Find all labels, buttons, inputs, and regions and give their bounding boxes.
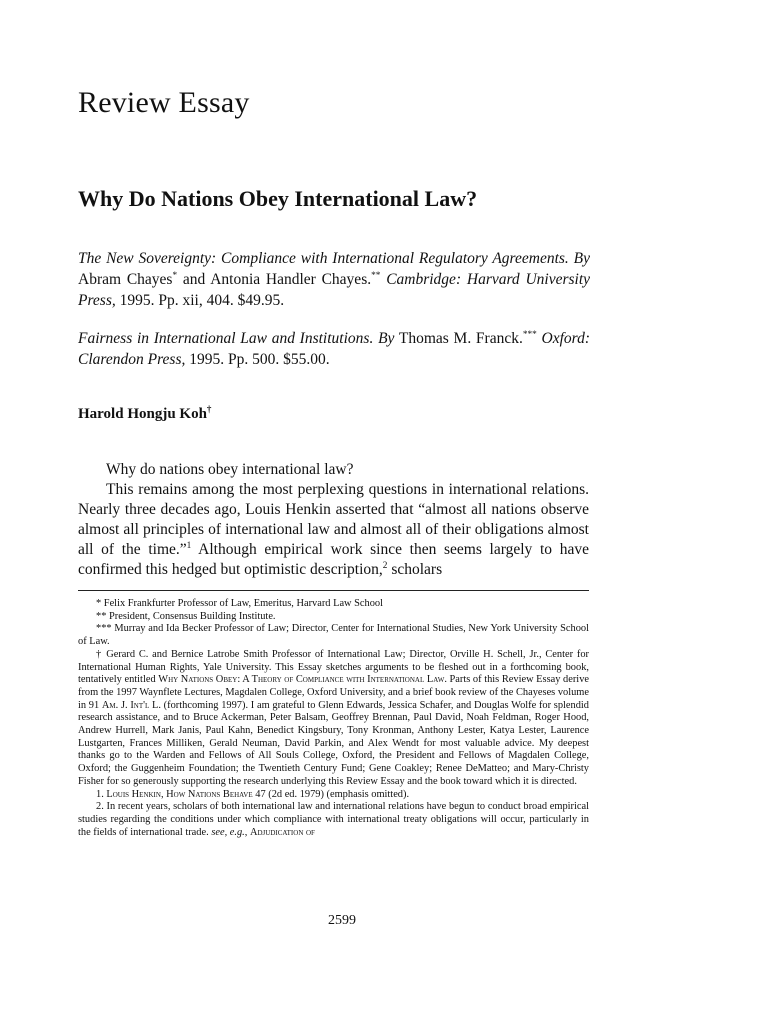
by-label: By xyxy=(573,250,590,267)
cited-title: Adjudication of xyxy=(249,826,315,838)
footnote-divider xyxy=(78,590,589,591)
page-number: 2599 xyxy=(328,913,356,928)
footnote-mark: ** xyxy=(371,270,381,281)
footnote-ref: 2 xyxy=(382,560,388,571)
book-author: Abram Chayes xyxy=(78,271,173,288)
essay-author xyxy=(78,406,211,423)
body-text xyxy=(78,460,589,580)
footnote-text: . Parts of this Review Essay derive from the 1997 Waynflete Lectures, Magdalen College, Oxford University, and a brief book review of the Chayeses volume in 91 xyxy=(78,674,590,711)
footnote: *** Murray and Ida Becker Professor of Law; Director, Center for International Studies, New York University School of Law. xyxy=(78,623,589,648)
footnote xyxy=(78,789,589,802)
footnote xyxy=(78,801,589,839)
footnote-mark: † xyxy=(206,404,212,414)
book-details: 1995. Pp. 500. $55.00. xyxy=(189,351,330,368)
paragraph-text: This remains among the most perplexing questions in international relations. Nearly three decades ago, Louis Henkin asserted that “almost all nations observe almost all principles of international law and almost all of their obligations almost all of the time.” xyxy=(78,481,589,558)
by-label: By xyxy=(378,330,395,347)
book-publisher: Oxford: Clarendon Press, xyxy=(78,330,591,368)
reviewed-book-1 xyxy=(78,248,590,311)
paragraph-text: Although empirical work since then seems largely to have confirmed this hedged but optimistic description, xyxy=(78,541,589,578)
footnote: * Felix Frankfurter Professor of Law, Emeritus, Harvard Law School xyxy=(96,598,384,609)
footnote xyxy=(78,649,589,789)
essay-title: Why Do Nations Obey International Law? xyxy=(78,186,478,211)
footnote-ref: 1 xyxy=(186,540,192,551)
footnote-text: 1. xyxy=(96,788,107,800)
footnote-text: 47 (2d ed. 1979) (emphasis omitted). xyxy=(252,788,410,800)
book-details: 1995. Pp. xii, 404. $49.95. xyxy=(119,292,285,309)
book-coauthor: and Antonia Handler Chayes. xyxy=(182,271,372,288)
footnotes xyxy=(78,598,589,839)
book-publisher: Cambridge: Harvard University Press, xyxy=(78,271,591,309)
book-author: Thomas M. Franck. xyxy=(398,330,523,347)
footnote-text: , xyxy=(244,826,250,838)
footnote-text: † Gerard C. and Bernice Latrobe Smith Professor of International Law; Director, Orville H. Schell, Jr., Center for International Human Rights, Yale University. This Essay sketches arguments to be fleshed out in a forthcoming book, tentatively entitled xyxy=(78,648,589,686)
footnote-text: 2. In recent years, scholars of both international law and international relations have begun to conduct broad empirical studies regarding the conditions under which compliance with international treaty obligations will occur, particularly in the fields of international trade. xyxy=(78,801,589,838)
cited-journal: Am. J. Int'l L. xyxy=(101,699,161,711)
paragraph xyxy=(78,480,589,580)
book-title: Fairness in International Law and Institutions. xyxy=(78,330,374,347)
paragraph: Why do nations obey international law? xyxy=(106,461,354,478)
signal-text: see, e.g. xyxy=(211,826,245,838)
cited-title: Why Nations Obey: A Theory of Compliance with International Law xyxy=(158,674,445,686)
section-kicker: Review Essay xyxy=(78,86,250,119)
footnote: ** President, Consensus Building Institute. xyxy=(96,610,276,622)
footnote-mark: * xyxy=(172,270,178,281)
book-title: The New Sovereignty: Compliance with International Regulatory Agreements. xyxy=(78,250,569,267)
author-name: Harold Hongju Koh xyxy=(78,406,207,422)
footnote-mark: *** xyxy=(522,329,537,340)
reviewed-book-2 xyxy=(78,328,590,370)
paragraph-text: scholars xyxy=(387,561,443,578)
cited-title: Louis Henkin, How Nations Behave xyxy=(106,788,253,800)
footnote-text: (forthcoming 1997). I am grateful to Glenn Edwards, Jessica Schafer, and Douglas Wolfe for splendid research assistance, and to Bruce Ackerman, Peter Balsam, Geoffrey Brennan, Paul David, Noah Feldman, Roger Hood, Andrew Hurrell, Mark Janis, Paul Kahn, Benedict Kingsbury, Tony Kronman, Anthony Lester, Katya Lester, Laurence Lustgarten, Frances Milliken, Gerald Neuman, David Parkin, and Alex Wendt for most valuable advice. My deepest thanks go to the Warden and Fellows of All Souls College, Oxford, the President and Fellows of Magdalen College, Oxford; the Guggenheim Foundation; the Twentieth Century Fund; Gene Coakley; Renee DeMatteo; and Mary-Christy Fisher for so generously supporting the research underlying this Review Essay and the book toward which it is directed. xyxy=(78,699,590,787)
